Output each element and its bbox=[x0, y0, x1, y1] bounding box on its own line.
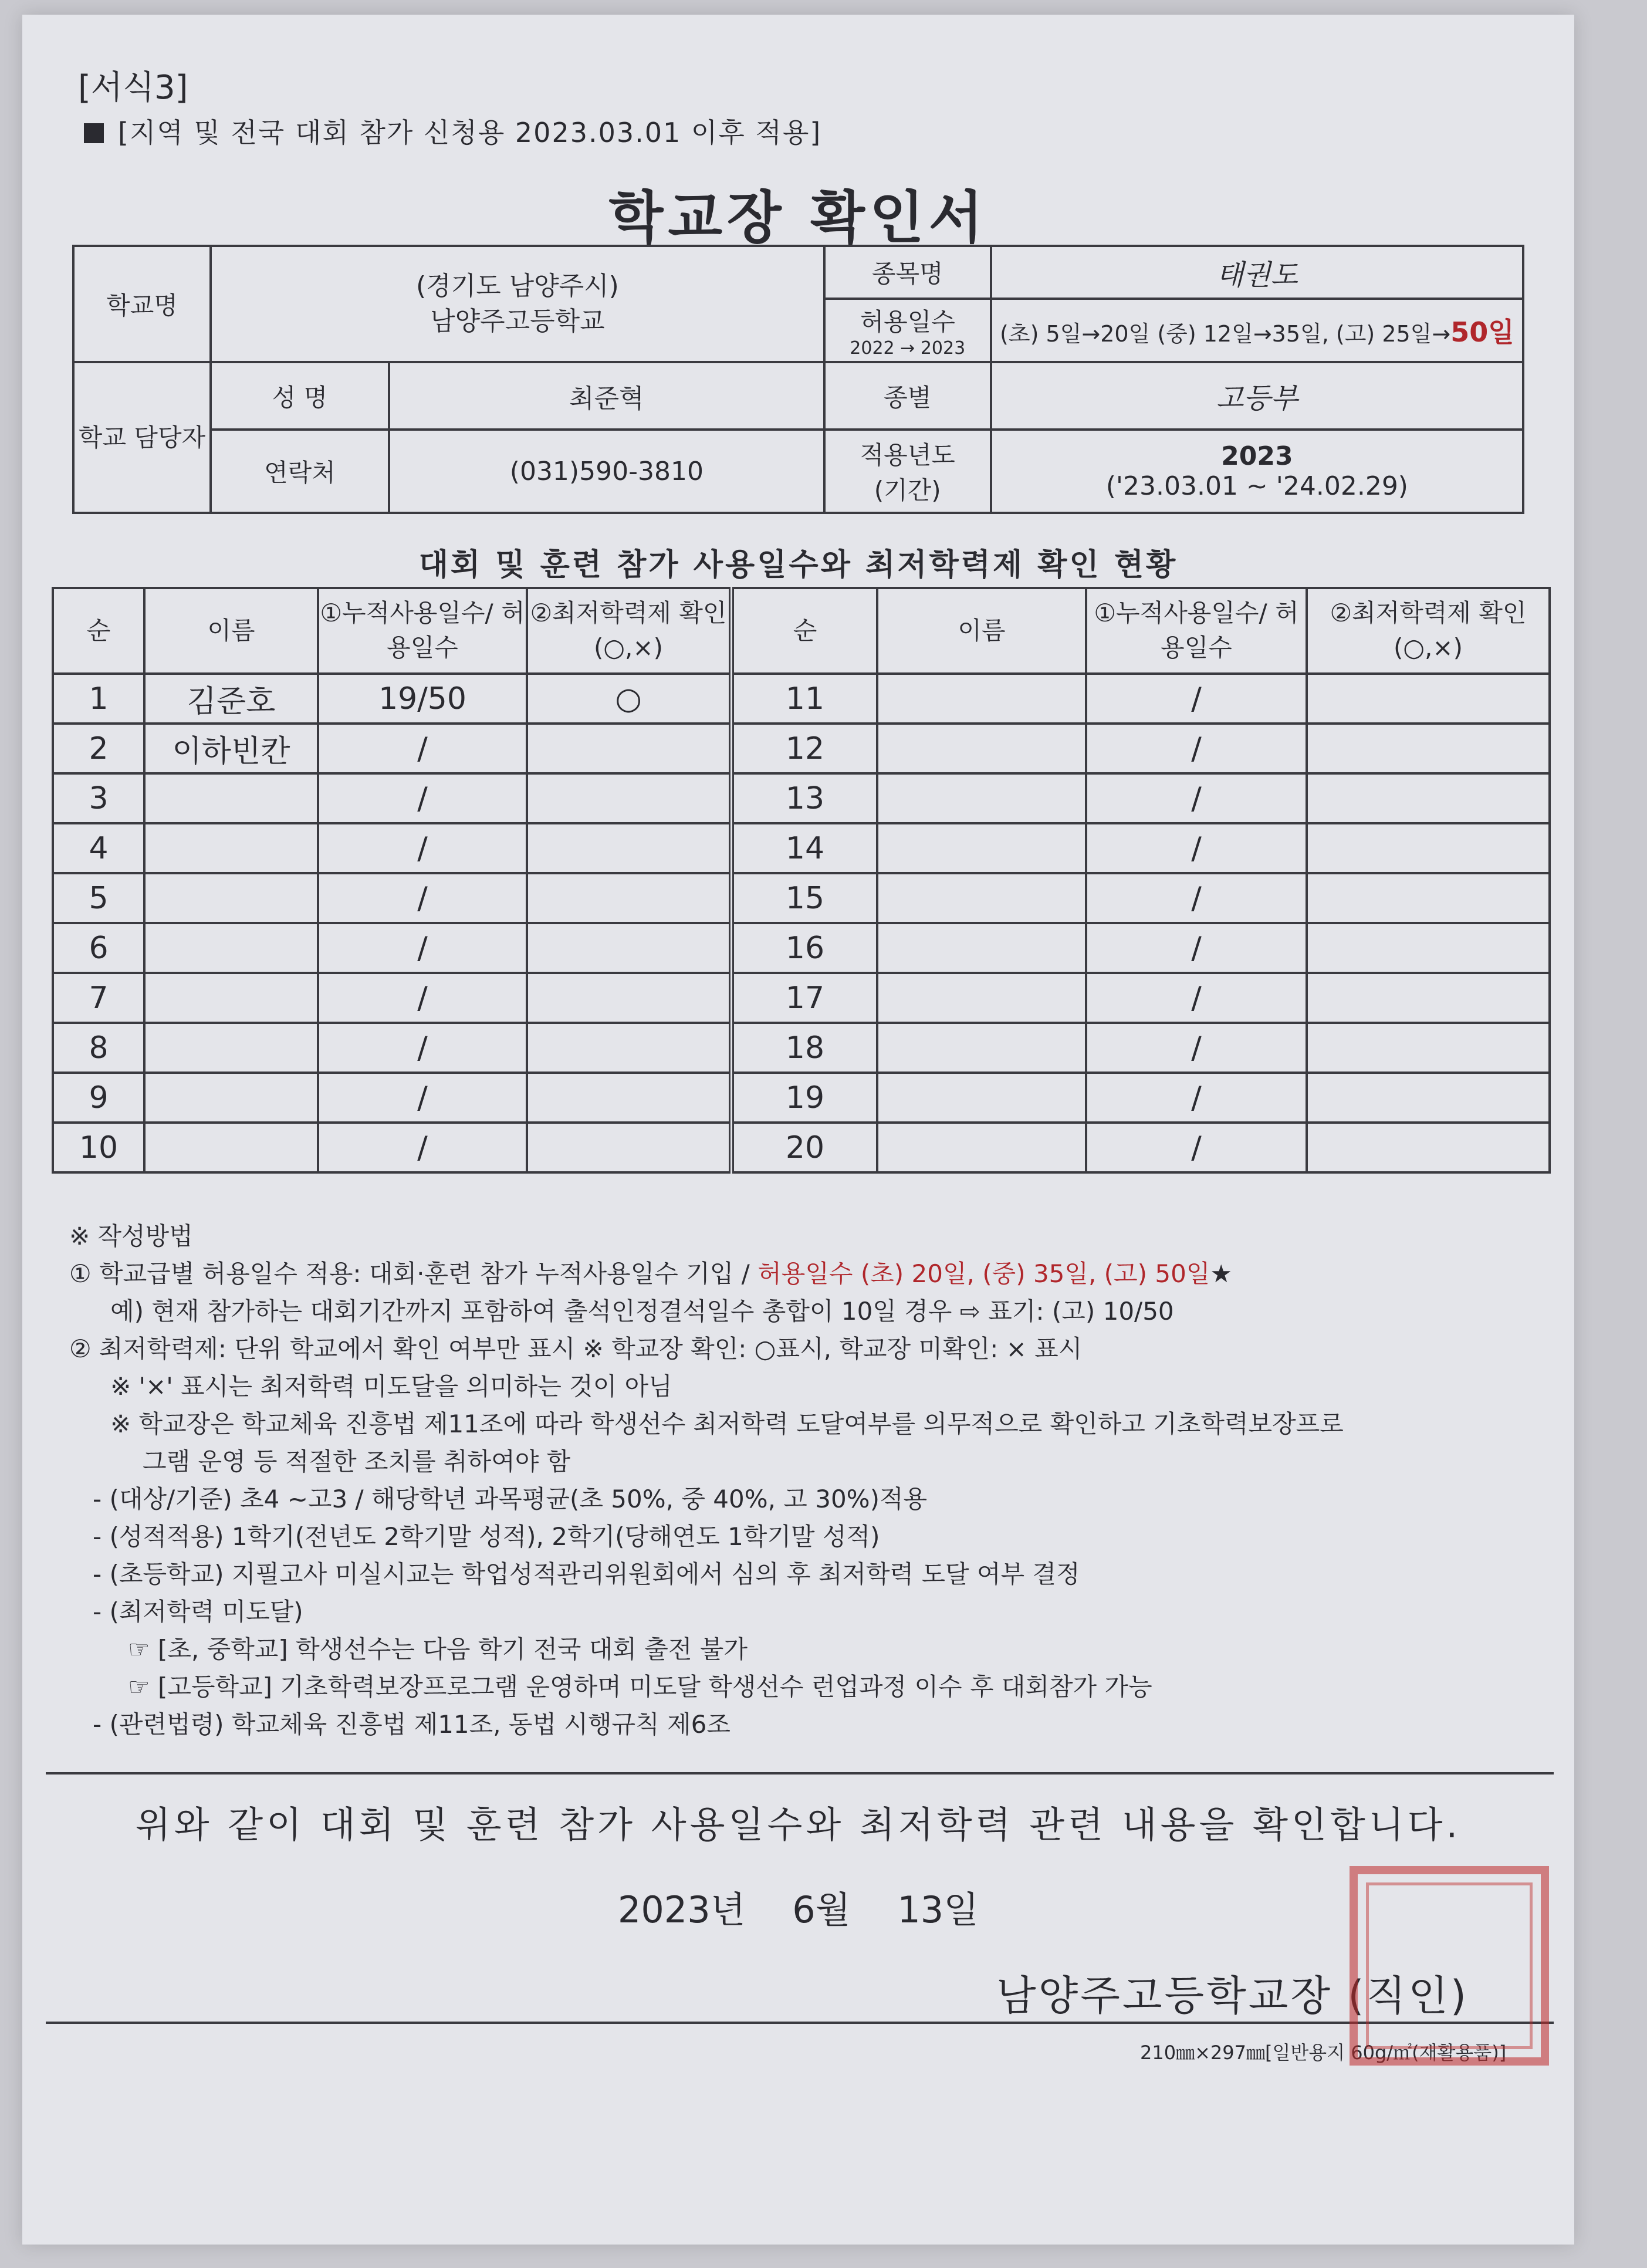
category-value: 고등부 bbox=[991, 362, 1523, 430]
notes-heading: ※ 작성방법 bbox=[69, 1222, 193, 1250]
table-cell-l-days: / bbox=[318, 1023, 527, 1073]
table-cell-l-check bbox=[527, 724, 732, 773]
col-days-right: ①누적사용일수/ 허용일수 bbox=[1086, 588, 1307, 674]
table-row bbox=[53, 873, 1550, 923]
table-cell-r-name bbox=[877, 973, 1086, 1023]
table-cell-r-days: / bbox=[1086, 973, 1307, 1023]
col-no-right: 순 bbox=[732, 588, 878, 674]
note-2-a: ※ '×' 표시는 최저학력 미도달을 의미하는 것이 아님 bbox=[110, 1372, 672, 1401]
document-title: 학교장 확인서 bbox=[608, 185, 988, 251]
table-cell-l-no: 9 bbox=[53, 1073, 144, 1123]
status-table bbox=[52, 587, 1551, 1174]
allowed-label: 허용일수 bbox=[860, 307, 955, 336]
section-title: 대회 및 훈련 참가 사용일수와 최저학력제 확인 현황 bbox=[418, 547, 1178, 583]
detail-5: - (관련법령) 학교체육 진흥법 제11조, 동법 시행규칙 제6조 bbox=[93, 1710, 731, 1739]
table-cell-l-name: 이하빈칸 bbox=[144, 724, 318, 773]
school-seal-stamp bbox=[1350, 1866, 1549, 2066]
table-cell-r-no: 18 bbox=[732, 1023, 878, 1073]
school-label: 학교명 bbox=[73, 246, 211, 362]
table-cell-r-name bbox=[877, 873, 1086, 923]
school-name: 남양주고등학교 bbox=[430, 306, 605, 336]
table-cell-r-no: 20 bbox=[732, 1123, 878, 1172]
table-cell-r-check bbox=[1307, 973, 1550, 1023]
table-cell-l-days: 19/50 bbox=[318, 674, 527, 724]
table-cell-r-check bbox=[1307, 674, 1550, 724]
year-range: ('23.03.01 ~ '24.02.29) bbox=[1105, 471, 1408, 501]
table-row bbox=[53, 674, 1550, 724]
confirm-date: 2023년 6월 13일 bbox=[617, 1888, 979, 1931]
table-cell-r-days: / bbox=[1086, 873, 1307, 923]
detail-1: - (대상/기준) 초4 ~고3 / 해당학년 과목평균(초 50%, 중 40%, 고 30%)적용 bbox=[93, 1485, 928, 1513]
table-cell-r-days: / bbox=[1086, 1023, 1307, 1073]
year-value-cell bbox=[991, 430, 1523, 513]
table-cell-l-name bbox=[144, 873, 318, 923]
table-cell-l-no: 4 bbox=[53, 823, 144, 873]
table-cell-r-no: 17 bbox=[732, 973, 878, 1023]
status-table-body bbox=[53, 674, 1550, 1172]
apply-note-text: [지역 및 전국 대회 참가 신청용 2023.03.01 이후 적용] bbox=[118, 117, 822, 148]
table-cell-r-days: / bbox=[1086, 773, 1307, 823]
table-cell-r-check bbox=[1307, 923, 1550, 973]
col-no: 순 bbox=[53, 588, 144, 674]
table-cell-l-no: 8 bbox=[53, 1023, 144, 1073]
table-row bbox=[53, 1073, 1550, 1123]
table-cell-l-no: 10 bbox=[53, 1123, 144, 1172]
table-cell-r-name bbox=[877, 1123, 1086, 1172]
table-cell-r-name bbox=[877, 1073, 1086, 1123]
school-region: (경기도 남양주시) bbox=[415, 271, 619, 301]
table-cell-r-days: / bbox=[1086, 823, 1307, 873]
footer-divider bbox=[46, 2022, 1554, 2024]
table-row bbox=[53, 973, 1550, 1023]
detail-4: - (최저학력 미도달) bbox=[93, 1597, 303, 1626]
category-label: 종별 bbox=[824, 362, 991, 430]
allowed-value-highlight: 50일 bbox=[1450, 316, 1514, 348]
table-cell-r-check bbox=[1307, 1123, 1550, 1172]
sport-value: 태권도 bbox=[991, 246, 1523, 299]
document-page bbox=[22, 15, 1574, 2245]
contact-value: (031)590-3810 bbox=[389, 430, 824, 513]
table-cell-r-check bbox=[1307, 773, 1550, 823]
detail-2: - (성적적용) 1학기(전년도 2학기말 성적), 2학기(당해연도 1학기말 성적) bbox=[93, 1522, 880, 1551]
seal-inner-border bbox=[1366, 1882, 1533, 2049]
note-2: ② 최저학력제: 단위 학교에서 확인 여부만 표시 ※ 학교장 확인: ○표시, 학교장 미확인: × 표시 bbox=[69, 1334, 1083, 1363]
sport-label: 종목명 bbox=[824, 246, 991, 299]
note-2-b: ※ 학교장은 학교체육 진흥법 제11조에 따라 학생선수 최저학력 도달여부를 의무적으로 확인하고 기초학력보장프로 bbox=[110, 1410, 1344, 1438]
table-cell-l-name bbox=[144, 923, 318, 973]
square-bullet-icon bbox=[84, 123, 104, 143]
table-cell-l-days: / bbox=[318, 823, 527, 873]
table-cell-r-days: / bbox=[1086, 674, 1307, 724]
col-days: ①누적사용일수/ 허용일수 bbox=[318, 588, 527, 674]
note-1 bbox=[69, 1255, 1565, 1293]
table-cell-l-name: 김준호 bbox=[144, 674, 318, 724]
table-row bbox=[53, 1123, 1550, 1172]
note-1-text: ① 학교급별 허용일수 적용: 대회·훈련 참가 누적사용일수 기입 / bbox=[69, 1259, 750, 1288]
table-cell-r-no: 16 bbox=[732, 923, 878, 973]
table-cell-r-no: 13 bbox=[732, 773, 878, 823]
table-cell-l-days: / bbox=[318, 1073, 527, 1123]
table-cell-l-check bbox=[527, 773, 732, 823]
table-cell-l-name bbox=[144, 823, 318, 873]
table-cell-r-name bbox=[877, 823, 1086, 873]
table-cell-l-no: 5 bbox=[53, 873, 144, 923]
year-label: 적용년도 bbox=[860, 441, 955, 469]
name-value: 최준혁 bbox=[389, 362, 824, 430]
note-2-b-cont: 그램 운영 등 적절한 조치를 취하여야 함 bbox=[143, 1447, 571, 1476]
table-cell-l-name bbox=[144, 1123, 318, 1172]
signer: 남양주고등학교장 (직인) bbox=[996, 1972, 1469, 2020]
table-cell-r-days: / bbox=[1086, 1073, 1307, 1123]
table-cell-l-name bbox=[144, 773, 318, 823]
detail-4-b: ☞ [고등학교] 기초학력보장프로그램 운영하며 미도달 학생선수 런업과정 이수 후 대회참가 가능 bbox=[128, 1672, 1152, 1701]
table-cell-r-name bbox=[877, 724, 1086, 773]
col-name: 이름 bbox=[144, 588, 318, 674]
table-cell-l-check bbox=[527, 873, 732, 923]
note-1-red: 허용일수 (초) 20일, (중) 35일, (고) 50일 bbox=[757, 1259, 1210, 1288]
year-label-cell bbox=[824, 430, 991, 513]
col-check: ②최저학력제 확인(○,×) bbox=[527, 588, 732, 674]
table-cell-l-check bbox=[527, 1123, 732, 1172]
table-row bbox=[53, 1023, 1550, 1073]
table-cell-l-days: / bbox=[318, 724, 527, 773]
manager-label: 학교 담당자 bbox=[73, 362, 211, 513]
year-value: 2023 bbox=[1221, 441, 1293, 471]
name-label: 성 명 bbox=[211, 362, 389, 430]
table-cell-l-no: 6 bbox=[53, 923, 144, 973]
allowed-period: 2022 → 2023 bbox=[850, 337, 966, 359]
table-cell-r-name bbox=[877, 1023, 1086, 1073]
allowed-value-prefix: (초) 5일→20일 (중) 12일→35일, (고) 25일→ bbox=[1000, 321, 1451, 347]
table-row bbox=[53, 773, 1550, 823]
table-cell-r-check bbox=[1307, 823, 1550, 873]
table-cell-r-days: / bbox=[1086, 1123, 1307, 1172]
table-cell-l-no: 7 bbox=[53, 973, 144, 1023]
table-cell-l-check bbox=[527, 973, 732, 1023]
table-cell-r-no: 12 bbox=[732, 724, 878, 773]
table-cell-l-name bbox=[144, 1073, 318, 1123]
table-cell-r-no: 14 bbox=[732, 823, 878, 873]
table-cell-l-no: 3 bbox=[53, 773, 144, 823]
table-cell-l-no: 2 bbox=[53, 724, 144, 773]
table-cell-l-days: / bbox=[318, 873, 527, 923]
table-cell-l-days: / bbox=[318, 773, 527, 823]
notes-section bbox=[69, 1218, 1565, 1743]
school-cell bbox=[211, 246, 824, 362]
table-cell-r-no: 15 bbox=[732, 873, 878, 923]
table-cell-l-days: / bbox=[318, 923, 527, 973]
table-cell-r-no: 19 bbox=[732, 1073, 878, 1123]
table-cell-r-days: / bbox=[1086, 724, 1307, 773]
confirm-statement: 위와 같이 대회 및 훈련 참가 사용일수와 최저학력 관련 내용을 확인합니다. bbox=[135, 1803, 1462, 1846]
divider-line bbox=[46, 1772, 1554, 1774]
table-cell-r-days: / bbox=[1086, 923, 1307, 973]
allowed-label-cell bbox=[824, 299, 991, 362]
table-row bbox=[53, 823, 1550, 873]
star-icon: ★ bbox=[1210, 1259, 1233, 1288]
table-cell-l-days: / bbox=[318, 1123, 527, 1172]
table-cell-l-name bbox=[144, 973, 318, 1023]
table-cell-r-name bbox=[877, 674, 1086, 724]
table-cell-r-name bbox=[877, 773, 1086, 823]
table-cell-l-check bbox=[527, 1023, 732, 1073]
info-table bbox=[72, 245, 1524, 514]
allowed-value bbox=[991, 299, 1523, 362]
table-row bbox=[53, 923, 1550, 973]
table-cell-r-check bbox=[1307, 1073, 1550, 1123]
table-cell-r-no: 11 bbox=[732, 674, 878, 724]
table-row bbox=[53, 724, 1550, 773]
table-cell-r-check bbox=[1307, 724, 1550, 773]
contact-label: 연락처 bbox=[211, 430, 389, 513]
table-cell-l-check bbox=[527, 1073, 732, 1123]
year-label-sub: (기간) bbox=[874, 476, 941, 505]
table-cell-l-no: 1 bbox=[53, 674, 144, 724]
col-check-right: ②최저학력제 확인(○,×) bbox=[1307, 588, 1550, 674]
table-cell-r-check bbox=[1307, 1023, 1550, 1073]
table-cell-r-check bbox=[1307, 873, 1550, 923]
table-cell-r-name bbox=[877, 923, 1086, 973]
detail-3: - (초등학교) 지필고사 미실시교는 학업성적관리위원회에서 심의 후 최저학력 도달 여부 결정 bbox=[93, 1560, 1080, 1588]
detail-4-a: ☞ [초, 중학교] 학생선수는 다음 학기 전국 대회 출전 불가 bbox=[128, 1635, 748, 1664]
table-cell-l-check bbox=[527, 823, 732, 873]
table-cell-l-name bbox=[144, 1023, 318, 1073]
form-number: [서식3] bbox=[78, 69, 188, 107]
paper-spec: 210㎜×297㎜[일반용지 60g/㎡(재활용품)] bbox=[1140, 2041, 1507, 2064]
table-cell-l-days: / bbox=[318, 973, 527, 1023]
note-1-example: 예) 현재 참가하는 대회기간까지 포함하여 출석인정결석일수 총합이 10일 경우 ⇨ 표기: (고) 10/50 bbox=[110, 1297, 1174, 1326]
apply-note bbox=[84, 111, 821, 150]
table-cell-l-check bbox=[527, 923, 732, 973]
table-cell-l-check: ○ bbox=[527, 674, 732, 724]
col-name-right: 이름 bbox=[877, 588, 1086, 674]
